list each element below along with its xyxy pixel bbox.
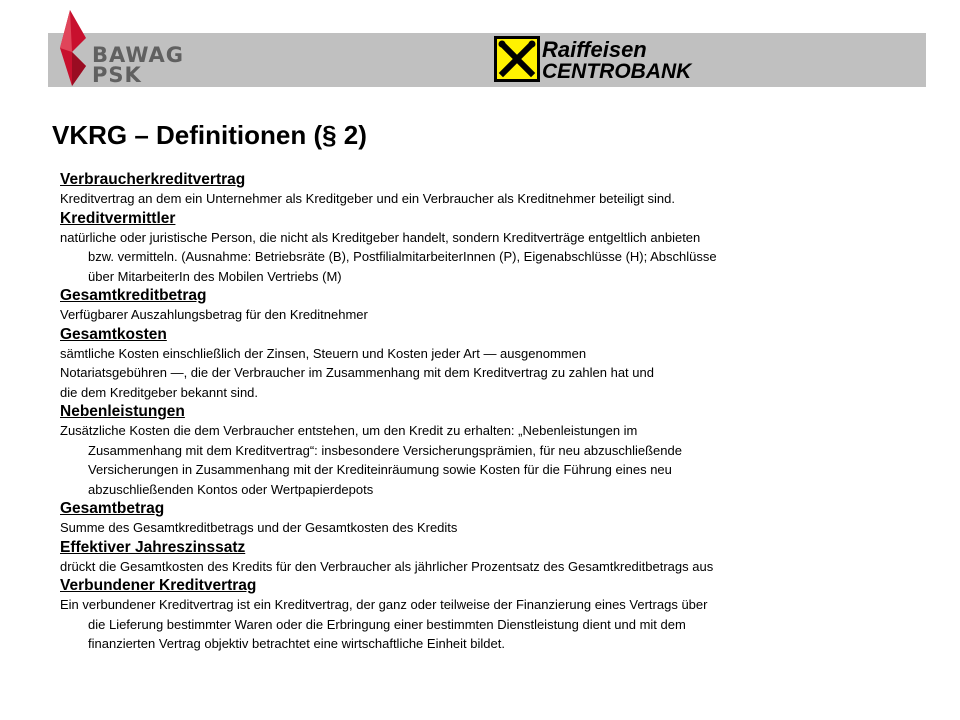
- definition-text-line: die dem Kreditgeber bekannt sind.: [60, 384, 259, 400]
- definition-item: [60, 576, 880, 654]
- definition-text-line: über MitarbeiterIn des Mobilen Vertriebs (M): [88, 268, 342, 284]
- definition-item: [60, 538, 880, 577]
- definition-term: Nebenleistungen: [60, 403, 185, 420]
- bawag-psk-wordmark: [92, 45, 184, 85]
- definition-text-line: Ein verbundener Kreditvertrag ist ein Kreditvertrag, der ganz oder teilweise der Finanzierung eines Vertrags über: [60, 597, 708, 612]
- bawag-psk-logo-icon: [56, 8, 90, 88]
- definition-term: Effektiver Jahreszinssatz: [60, 538, 246, 556]
- definition-term: Verbundener Kreditvertrag: [60, 577, 257, 594]
- raiffeisen-giebelkreuz-icon: [494, 36, 540, 82]
- psk-text: PSK: [92, 63, 142, 87]
- definition-item: [60, 402, 880, 499]
- definition-item: [60, 499, 880, 538]
- definition-term: Gesamtbetrag: [60, 500, 165, 517]
- definition-text-line: Kreditvertrag an dem ein Unternehmer als Kreditgeber und ein Verbraucher als Kreditnehmer beteiligt sind.: [60, 191, 675, 206]
- page-title: VKRG – Definitionen (§ 2): [52, 120, 367, 150]
- definition-item: [60, 325, 880, 403]
- definition-term: Gesamtkreditbetrag: [60, 287, 207, 304]
- definition-text-line: sämtliche Kosten einschließlich der Zinsen, Steuern und Kosten jeder Art — ausgenommen: [60, 345, 587, 361]
- raiffeisen-centrobank-logo: [494, 36, 714, 84]
- definition-term: Verbraucherkreditvertrag: [60, 171, 246, 188]
- definition-text-line: Zusätzliche Kosten die dem Verbraucher entstehen, um den Kredit zu erhalten: „Nebenleistungen im: [60, 423, 638, 438]
- definition-term: Kreditvermittler: [60, 209, 176, 227]
- definition-item: [60, 170, 880, 209]
- definition-text-line: Summe des Gesamtkreditbetrags und der Gesamtkosten des Kredits: [60, 520, 458, 535]
- raiffeisen-text: Raiffeisen: [542, 37, 647, 62]
- bawag-psk-logo: [56, 8, 206, 88]
- centrobank-text: CENTROBANK: [542, 60, 692, 83]
- definition-text-line: finanzierten Vertrag objektiv betrachtet eine wirtschaftliche Einheit bildet.: [88, 636, 505, 651]
- definition-text-line: bzw. vermitteln. (Ausnahme: Betriebsräte (B), PostfilialmitarbeiterInnen (P), Eigenabschlüsse (H); Abschlüsse: [88, 249, 717, 264]
- raiffeisen-wordmark: [542, 39, 691, 83]
- definition-item: [60, 209, 880, 287]
- definition-text-line: natürliche oder juristische Person, die nicht als Kreditgeber handelt, sondern Kreditverträge entgeltlich anbieten: [60, 229, 701, 245]
- definition-text-line: drückt die Gesamtkosten des Kredits für den Verbraucher als jährlicher Prozentsatz des Gesamtkreditbetrags aus: [60, 558, 714, 574]
- definition-text-line: Versicherungen in Zusammenhang mit der Krediteinräumung sowie Kosten für die Führung eines neu: [88, 462, 672, 477]
- definition-text-line: abzuschließenden Kontos oder Wertpapierdepots: [88, 481, 374, 497]
- definition-text-line: Zusammenhang mit dem Kreditvertrag“: insbesondere Versicherungsprämien, für neu abzuschließende: [88, 442, 682, 458]
- definition-term: Gesamtkosten: [60, 325, 167, 343]
- bawag-text: BAWAG: [92, 43, 185, 67]
- definition-text-line: Notariatsgebühren —, die der Verbraucher im Zusammenhang mit dem Kreditvertrag zu zahlen hat und: [60, 365, 654, 380]
- definition-text-line: Verfügbarer Auszahlungsbetrag für den Kreditnehmer: [60, 307, 368, 322]
- definition-text-line: die Lieferung bestimmter Waren oder die Erbringung einer bestimmten Dienstleistung dient und mit dem: [88, 616, 686, 632]
- definition-item: [60, 286, 880, 325]
- definitions-list: [60, 170, 880, 654]
